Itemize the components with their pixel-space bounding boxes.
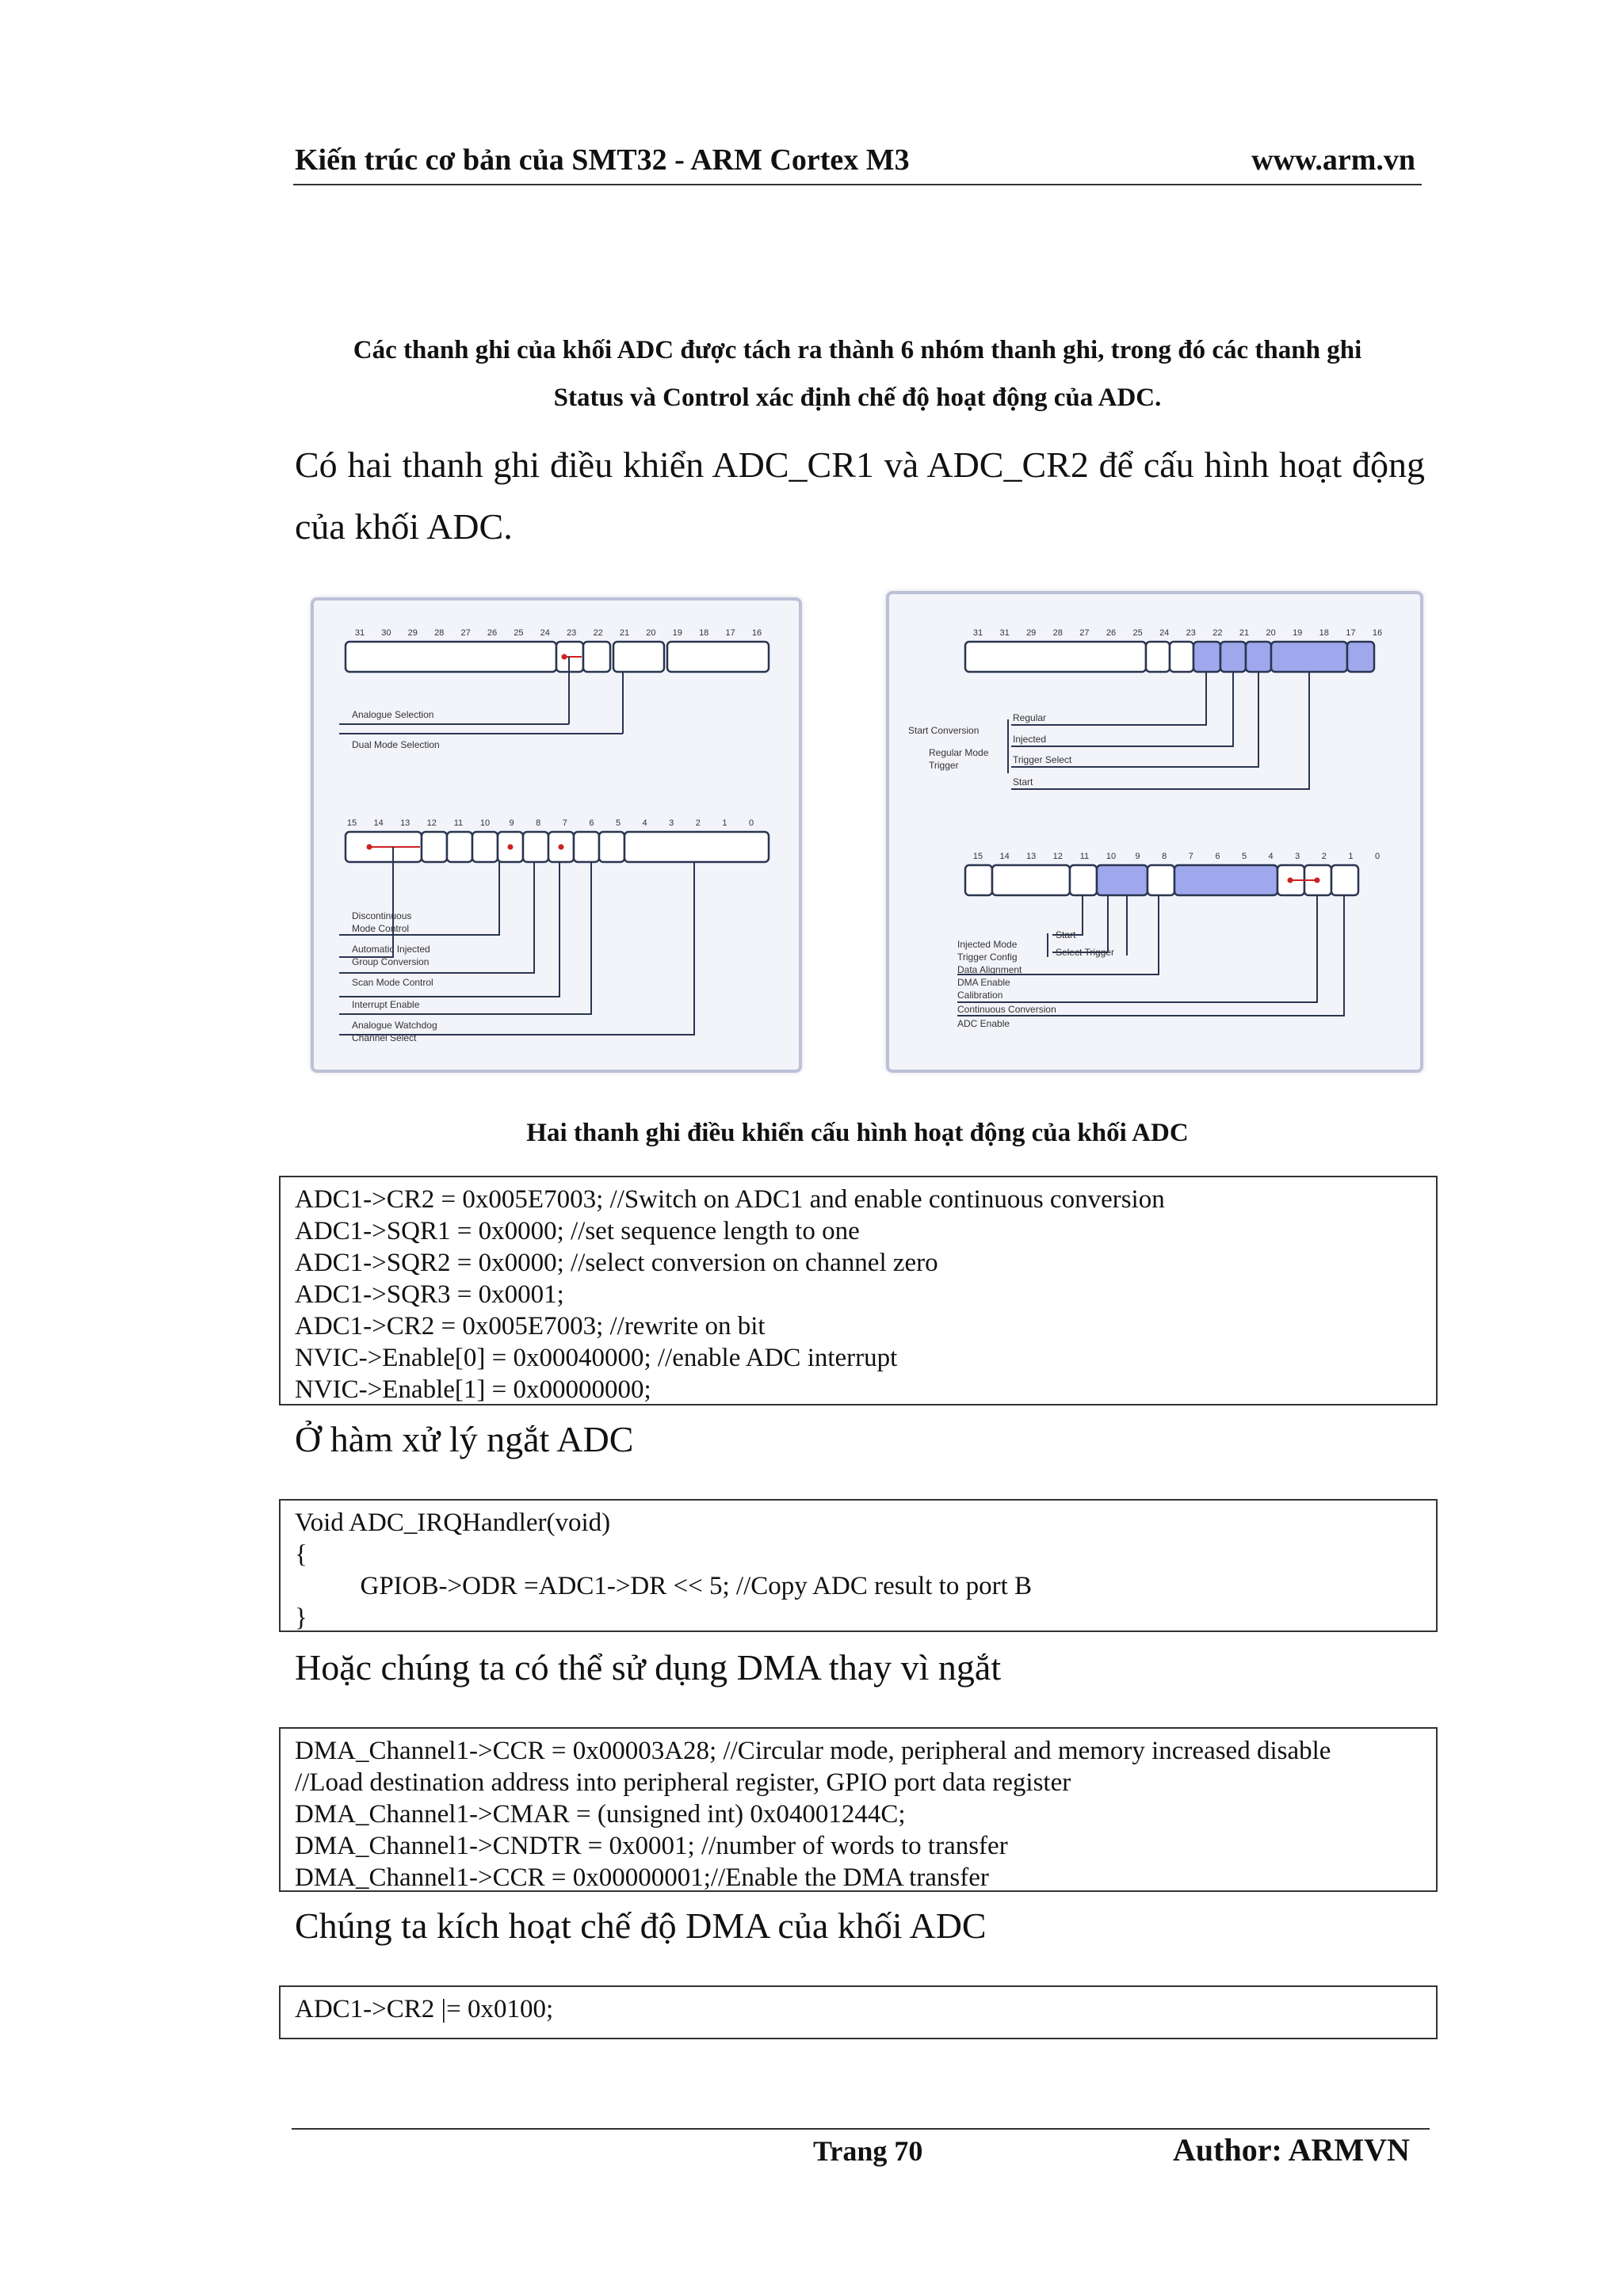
heading-isr: Ở hàm xử lý ngắt ADC bbox=[295, 1419, 634, 1459]
page-number: Trang 70 bbox=[813, 2135, 923, 2167]
cr1-top-bit-13: 18 bbox=[699, 628, 709, 638]
code-block-dma-enable bbox=[279, 1985, 1438, 2039]
cr2-bottom-bit-9: 6 bbox=[1215, 852, 1220, 861]
cr2-top-bit-9: 22 bbox=[1212, 628, 1223, 638]
adc-cr2-diagram bbox=[889, 594, 1420, 1070]
cr2-bottom-bit-4: 11 bbox=[1079, 852, 1090, 861]
label-continuous-conversion: Continuous Conversion bbox=[957, 1004, 1056, 1015]
cr1-top-bit-10: 21 bbox=[619, 628, 630, 638]
cr1-bottom-bit-4: 11 bbox=[453, 818, 464, 828]
cr2-top-bit-14: 17 bbox=[1346, 628, 1356, 638]
footer-rule bbox=[292, 2128, 1430, 2130]
cr1-top-bit-14: 17 bbox=[725, 628, 735, 638]
caption-line-1: Các thanh ghi của khối ADC được tách ra thành 6 nhóm thanh ghi, trong đó các thanh ghi bbox=[353, 336, 1362, 364]
cr1-bottom-bit-14: 1 bbox=[722, 818, 727, 828]
cr2-bottom-bit-2: 13 bbox=[1026, 852, 1037, 861]
cr2-bottom-bit-13: 2 bbox=[1321, 852, 1327, 861]
code-line: ADC1->SQR2 = 0x0000; //select conversion on channel zero bbox=[295, 1249, 938, 1277]
cr2-bottom-bit-12: 3 bbox=[1295, 852, 1300, 861]
cr1-top-bit-8: 23 bbox=[567, 628, 577, 638]
label-trigger-config: Trigger Config bbox=[957, 952, 1018, 963]
header-site: www.arm.vn bbox=[1251, 143, 1415, 177]
cr2-bottom-bit-11: 4 bbox=[1268, 852, 1274, 861]
cr1-bottom-bit-8: 7 bbox=[562, 818, 567, 828]
label-trigger: Trigger bbox=[929, 760, 959, 771]
cr2-top-bit-8: 23 bbox=[1186, 628, 1196, 638]
cr1-bottom-bit-5: 10 bbox=[479, 818, 491, 828]
code-line: ADC1->SQR1 = 0x0000; //set sequence length to one bbox=[295, 1217, 860, 1245]
cr1-bottom-bit-2: 13 bbox=[400, 818, 411, 828]
code-line: //Load destination address into peripheral register, GPIO port data register bbox=[295, 1768, 1071, 1797]
code-block-dma bbox=[279, 1727, 1438, 1892]
cr2-top-bit-13: 18 bbox=[1319, 628, 1329, 638]
label-interrupt-enable: Interrupt Enable bbox=[352, 999, 420, 1010]
cr2-bottom-bit-0: 15 bbox=[972, 852, 983, 861]
cr2-bottom-bit-8: 7 bbox=[1188, 852, 1193, 861]
label-group-conversion: Group Conversion bbox=[352, 956, 430, 967]
cr2-top-bit-10: 21 bbox=[1239, 628, 1250, 638]
body-paragraph-line-2: của khối ADC. bbox=[295, 506, 513, 547]
cr2-bottom-bit-15: 0 bbox=[1374, 852, 1381, 861]
cr2-top-bit-6: 25 bbox=[1132, 628, 1143, 638]
cr1-bottom-bit-13: 2 bbox=[695, 818, 701, 828]
cr1-bottom-bit-1: 14 bbox=[373, 818, 384, 828]
label-injected: Injected bbox=[1013, 734, 1047, 745]
label-inj-start: Start bbox=[1056, 929, 1076, 940]
code-line: ADC1->CR2 = 0x005E7003; //rewrite on bit bbox=[295, 1312, 766, 1341]
code-line: { bbox=[295, 1540, 307, 1569]
cr2-top-bit-11: 20 bbox=[1266, 628, 1276, 638]
header-title: Kiến trúc cơ bản của SMT32 - ARM Cortex M3 bbox=[295, 143, 910, 177]
cr1-top-bit-1: 30 bbox=[381, 628, 391, 638]
cr2-bottom-bit-10: 5 bbox=[1241, 852, 1247, 861]
cr2-top-bit-7: 24 bbox=[1159, 628, 1170, 638]
cr1-top-bit-9: 22 bbox=[593, 628, 603, 638]
label-discontinuous: Discontinuous bbox=[352, 910, 412, 921]
label-dual-mode-selection: Dual Mode Selection bbox=[352, 739, 440, 750]
cr2-top-bit-3: 28 bbox=[1052, 628, 1063, 638]
cr2-top-bit-15: 16 bbox=[1372, 628, 1383, 638]
cr1-top-bit-5: 26 bbox=[487, 628, 498, 638]
cr1-bottom-bit-3: 12 bbox=[426, 818, 437, 828]
cr1-top-bit-11: 20 bbox=[646, 628, 656, 638]
label-analogue-watchdog: Analogue Watchdog bbox=[352, 1020, 437, 1031]
label-regular-mode: Regular Mode bbox=[929, 747, 989, 758]
code-line: DMA_Channel1->CCR = 0x00000001;//Enable the DMA transfer bbox=[295, 1863, 989, 1892]
label-start-conversion: Start Conversion bbox=[908, 725, 980, 736]
code-line: DMA_Channel1->CMAR = (unsigned int) 0x04001244C; bbox=[295, 1800, 906, 1829]
label-mode-control: Mode Control bbox=[352, 923, 410, 934]
code-block-isr bbox=[279, 1499, 1438, 1632]
cr2-bottom-bit-6: 9 bbox=[1135, 852, 1140, 861]
adc-cr1-diagram bbox=[314, 601, 799, 1070]
heading-dma-enable: Chúng ta kích hoạt chế độ DMA của khối ADC bbox=[295, 1905, 987, 1946]
figure-adc-cr1 bbox=[311, 597, 802, 1073]
cr1-top-bit-15: 16 bbox=[751, 628, 762, 638]
body-paragraph-line-1: Có hai thanh ghi điều khiển ADC_CR1 và ADC_CR2 để cấu hình hoạt động bbox=[295, 444, 1425, 485]
cr1-bottom-bit-7: 8 bbox=[536, 818, 541, 828]
cr2-top-bit-1: 31 bbox=[999, 628, 1010, 638]
cr2-top-bit-2: 29 bbox=[1026, 628, 1037, 638]
code-line: DMA_Channel1->CNDTR = 0x0001; //number of words to transfer bbox=[295, 1832, 1008, 1860]
footer-author: Author: ARMVN bbox=[1173, 2132, 1410, 2168]
cr1-top-bit-2: 29 bbox=[407, 628, 418, 638]
section-caption bbox=[293, 326, 1422, 421]
code-line: ADC1->CR2 |= 0x0100; bbox=[295, 1995, 554, 2023]
label-analogue-selection: Analogue Selection bbox=[352, 709, 434, 720]
cr1-top-bit-12: 19 bbox=[672, 628, 682, 638]
label-adc-enable: ADC Enable bbox=[957, 1018, 1010, 1029]
code-line: Void ADC_IRQHandler(void) bbox=[295, 1508, 611, 1537]
code-line: NVIC->Enable[0] = 0x00040000; //enable ADC interrupt bbox=[295, 1344, 898, 1372]
code-line: } bbox=[295, 1604, 307, 1632]
cr1-top-bit-6: 25 bbox=[514, 628, 524, 638]
label-regular: Regular bbox=[1013, 712, 1047, 723]
caption-line-2: Status và Control xác định chế độ hoạt động của ADC. bbox=[553, 383, 1162, 412]
cr2-bottom-bit-3: 12 bbox=[1052, 852, 1063, 861]
cr1-top-bit-3: 28 bbox=[434, 628, 445, 638]
code-line: ADC1->CR2 = 0x005E7003; //Switch on ADC1 and enable continuous conversion bbox=[295, 1185, 1165, 1214]
cr1-top-bit-0: 31 bbox=[354, 628, 365, 638]
cr1-bottom-bit-15: 0 bbox=[748, 818, 754, 828]
label-automatic-injected: Automatic Injected bbox=[352, 944, 430, 955]
cr1-bottom-bit-12: 3 bbox=[669, 818, 674, 828]
heading-dma: Hoặc chúng ta có thể sử dụng DMA thay vì ngắt bbox=[295, 1647, 1002, 1688]
label-trigger-select: Trigger Select bbox=[1013, 754, 1072, 765]
cr2-bottom-bit-14: 1 bbox=[1348, 852, 1354, 861]
cr1-top-bit-7: 24 bbox=[540, 628, 550, 638]
cr2-bottom-bit-5: 10 bbox=[1106, 852, 1117, 861]
label-channel-select: Channel Select bbox=[352, 1032, 417, 1043]
code-line: GPIOB->ODR =ADC1->DR << 5; //Copy ADC result to port B bbox=[295, 1572, 1033, 1600]
cr1-top-register bbox=[346, 642, 769, 672]
code-line: DMA_Channel1->CCR = 0x00003A28; //Circular mode, peripheral and memory increased disable bbox=[295, 1737, 1331, 1765]
cr1-bottom-bit-6: 9 bbox=[509, 818, 514, 828]
header-rule bbox=[293, 184, 1422, 185]
code-line: NVIC->Enable[1] = 0x00000000; bbox=[295, 1375, 651, 1404]
label-start: Start bbox=[1013, 776, 1033, 788]
cr2-top-bit-5: 26 bbox=[1106, 628, 1117, 638]
label-dma-enable: DMA Enable bbox=[957, 977, 1010, 988]
cr2-top-bit-12: 19 bbox=[1293, 628, 1303, 638]
figure-adc-cr2 bbox=[886, 591, 1423, 1073]
label-data-alignment: Data Alignment bbox=[957, 964, 1022, 975]
cr2-bottom-bit-7: 8 bbox=[1162, 852, 1167, 861]
cr2-top-bit-0: 31 bbox=[972, 628, 983, 638]
cr1-bottom-bit-10: 5 bbox=[615, 818, 621, 828]
figure-caption: Hai thanh ghi điều khiển cấu hình hoạt động của khối ADC bbox=[526, 1119, 1189, 1147]
code-line: ADC1->SQR3 = 0x0001; bbox=[295, 1280, 564, 1309]
label-scan-mode-control: Scan Mode Control bbox=[352, 977, 433, 988]
cr2-top-bit-4: 27 bbox=[1079, 628, 1090, 638]
code-block-adc-setup bbox=[279, 1176, 1438, 1405]
label-injected-mode: Injected Mode bbox=[957, 939, 1018, 950]
cr1-bottom-bit-11: 4 bbox=[642, 818, 647, 828]
label-inj-select-trigger: Select Trigger bbox=[1056, 947, 1115, 958]
label-calibration: Calibration bbox=[957, 990, 1003, 1001]
cr1-top-bit-4: 27 bbox=[460, 628, 471, 638]
cr1-bottom-bit-0: 15 bbox=[346, 818, 357, 828]
cr1-bottom-bit-9: 6 bbox=[589, 818, 594, 828]
cr2-top-register bbox=[965, 642, 1374, 672]
cr2-bottom-bit-1: 14 bbox=[999, 852, 1010, 861]
